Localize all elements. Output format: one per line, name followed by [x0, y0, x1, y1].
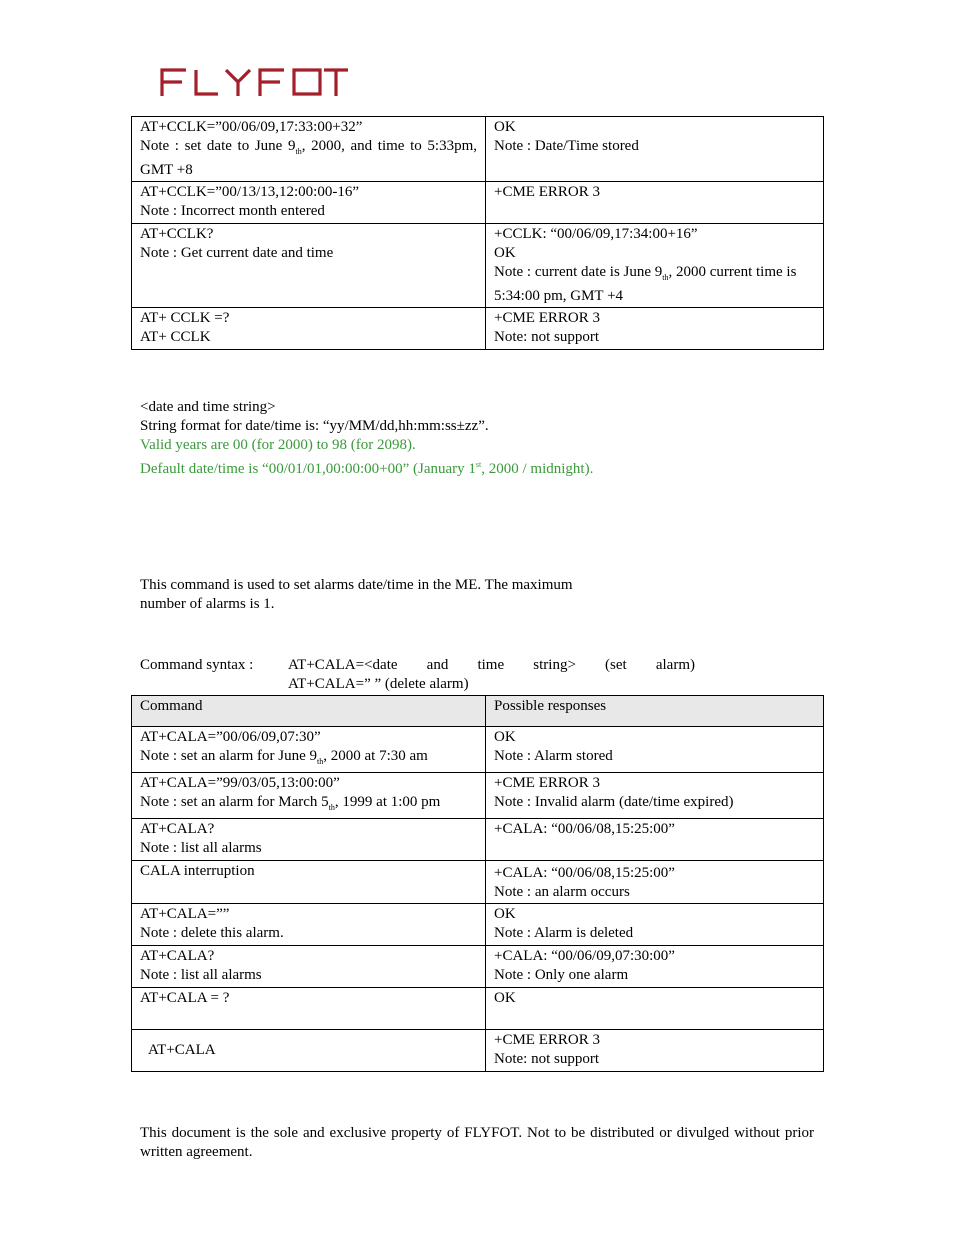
description-line: number of alarms is 1.	[140, 596, 275, 612]
default-date-note: Default date/time is “00/01/01,00:00:00+00” (January 1st, 2000 / midnight).	[140, 460, 594, 477]
confidentiality-footer: This document is the sole and exclusive property of FLYFOT. Not to be distributed or divulged without prior written agreement.	[140, 1125, 814, 1160]
cala-description	[140, 576, 573, 614]
command-cell: AT+CCLK? Note : Get current date and time	[132, 224, 486, 308]
response-cell: +CCLK: “00/06/09,17:34:00+16” OK Note : current date is June $9_{th}$, 2000 current time is 5:34:00 pm, GMT +4	[486, 224, 824, 308]
syntax-label: Command syntax :	[140, 657, 254, 673]
response-cell: +CALA: “00/06/08,15:25:00”	[486, 819, 824, 861]
response-cell: +CALA: “00/06/08,15:25:00” Note : an alarm occurs	[486, 861, 824, 904]
command-cell: AT+CALA=”” Note : delete this alarm.	[132, 904, 486, 946]
syntax-set-alarm: AT+CALA=<date and time string> (set alarm)	[288, 657, 695, 673]
table-row	[132, 946, 824, 988]
flyfot-logo	[160, 66, 350, 98]
response-cell: +CALA: “00/06/09,07:30:00” Note : Only one alarm	[486, 946, 824, 988]
table-row	[132, 117, 824, 182]
command-cell: AT+ CCLK =? AT+ CCLK	[132, 308, 486, 350]
table-row	[132, 861, 824, 904]
command-cell: AT+CALA=”00/06/09,07:30” Note : set an alarm for June $9_{th}$, 2000 at 7:30 am	[132, 727, 486, 773]
table-row	[132, 988, 824, 1030]
column-header-command: Command	[132, 696, 486, 727]
response-cell: OK	[486, 988, 824, 1030]
response-cell: OK Note : Alarm is deleted	[486, 904, 824, 946]
response-cell: OK Note : Date/Time stored	[486, 117, 824, 182]
response-cell: +CME ERROR 3	[486, 182, 824, 224]
parameter-name: <date and time string>	[140, 399, 276, 415]
command-cell: AT+CCLK=”00/06/09,17:33:00+32” Note : set date to June $9_{th}$, 2000, and time to 5:33pm, GMT +8	[132, 117, 486, 182]
valid-years-note: Valid years are 00 (for 2000) to 98 (for 2098).	[140, 437, 416, 453]
table-row	[132, 1030, 824, 1072]
response-cell: +CME ERROR 3 Note : Invalid alarm (date/time expired)	[486, 773, 824, 819]
table-row	[132, 224, 824, 308]
column-header-responses: Possible responses	[486, 696, 824, 727]
command-cell: AT+CALA? Note : list all alarms	[132, 946, 486, 988]
table-row	[132, 182, 824, 224]
response-cell: +CME ERROR 3 Note: not support	[486, 1030, 824, 1072]
command-cell: AT+CALA	[132, 1030, 486, 1072]
table-row	[132, 819, 824, 861]
syntax-delete-alarm: AT+CALA=” ” (delete alarm)	[288, 676, 469, 692]
description-line: This command is used to set alarms date/time in the ME. The maximum	[140, 577, 573, 593]
parameter-format: String format for date/time is: “yy/MM/dd,hh:mm:ss±zz”.	[140, 418, 489, 434]
parameter-description	[140, 398, 593, 479]
command-cell: AT+CALA? Note : list all alarms	[132, 819, 486, 861]
response-cell: OK Note : Alarm stored	[486, 727, 824, 773]
table-row	[132, 773, 824, 819]
table-row	[132, 727, 824, 773]
command-cell: AT+CCLK=”00/13/13,12:00:00-16” Note : Incorrect month entered	[132, 182, 486, 224]
table-header-row	[132, 696, 824, 727]
cala-examples-table	[131, 695, 824, 1072]
command-cell: AT+CALA=”99/03/05,13:00:00” Note : set an alarm for March $5_{th}$, 1999 at 1:00 pm	[132, 773, 486, 819]
command-cell: AT+CALA = ?	[132, 988, 486, 1030]
command-cell: CALA interruption	[132, 861, 486, 904]
response-cell: +CME ERROR 3 Note: not support	[486, 308, 824, 350]
table-row	[132, 308, 824, 350]
table-row	[132, 904, 824, 946]
cclk-examples-table	[131, 116, 824, 350]
